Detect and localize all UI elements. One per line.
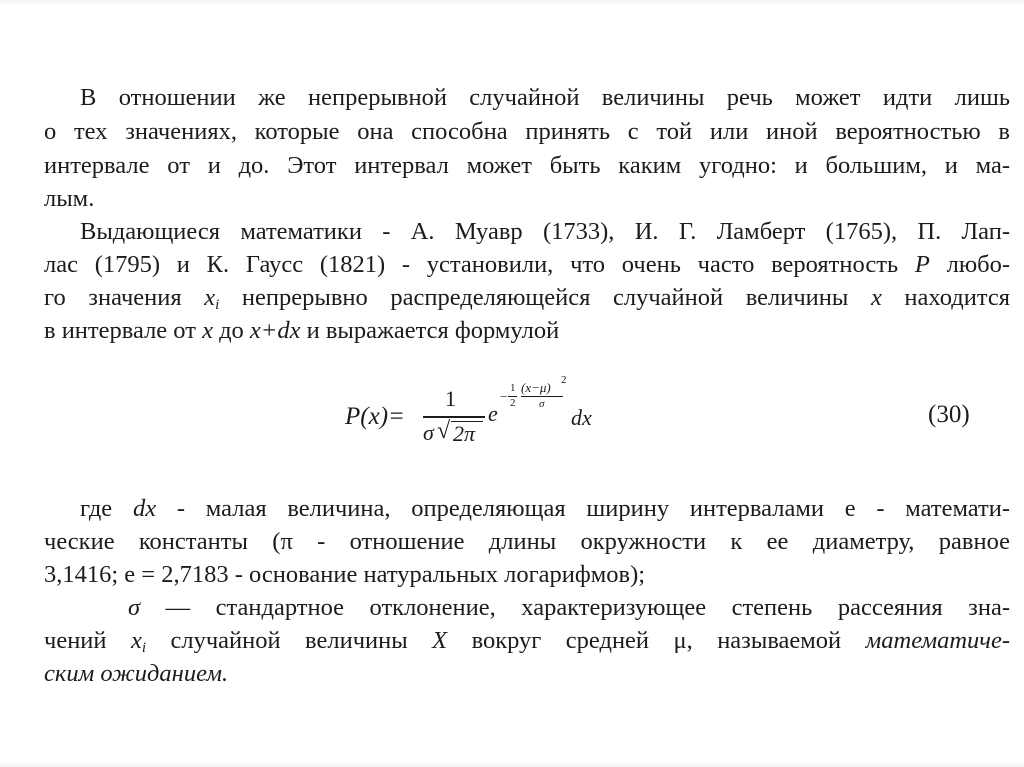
equation-number: (30)	[928, 401, 970, 428]
formula-exp-power: 2	[561, 374, 567, 386]
paragraph-2-line-3	[44, 283, 1010, 313]
formula-exp-num1: 1	[510, 382, 516, 394]
text-run: непрерывно распределяющейся случайной величины	[241, 284, 849, 311]
text-run: лас (1795) и К. Гаусс (1821) - установили, что очень часто вероятность	[44, 251, 899, 278]
formula-dx: dx	[571, 405, 592, 430]
text-run: и выражается формулой	[306, 317, 560, 344]
text-run: до	[219, 317, 244, 344]
formula-exp-bar-2	[521, 396, 563, 397]
formula-sigma: σ	[423, 420, 434, 445]
formula-numerator: 1	[445, 386, 456, 411]
paragraph-3-line-2: ческие константы (π - отношение длины окружности к ее диаметру, равное	[44, 528, 1010, 555]
text-run: вокруг средней μ, называемой	[471, 627, 842, 654]
symbol-sigma: σ	[128, 594, 141, 621]
paragraph-1-line-3: интервале от и до. Этот интервал может быть каким угодно: и большим, и ма-	[44, 152, 1010, 179]
paragraph-1-line-2: о тех значениях, которые она способна принять с той или иной вероятностью в	[44, 118, 1010, 145]
paragraph-3-line-3: 3,1416; е = 2,7183 - основание натуральных логарифмов);	[44, 561, 646, 588]
symbol-dx: dx	[132, 495, 157, 522]
paragraph-3-line-1	[80, 494, 1010, 524]
subscript-i: i	[141, 640, 147, 656]
paragraph-2-line-4	[44, 316, 559, 346]
paragraph-2-line-1: Выдающиеся математики - А. Муавр (1733), И. Г. Ламберт (1765), П. Лап-	[80, 218, 1010, 245]
formula-exp-den2: σ	[539, 398, 545, 410]
symbol-x: x	[204, 284, 216, 311]
text-run: находится	[904, 284, 1010, 311]
term-expected-value: математиче-	[865, 627, 1011, 654]
text-run: случайной величины	[170, 627, 408, 654]
paragraph-1-line-4: лым.	[44, 185, 95, 212]
formula-radicand: 2π	[453, 421, 476, 446]
symbol-xi	[131, 627, 146, 654]
symbol-x: x	[130, 627, 142, 654]
gauss-formula	[345, 374, 645, 463]
text-run: — стандартное отклонение, характеризующее степень рассеяния зна-	[165, 594, 1011, 621]
symbol-x: x	[870, 284, 882, 311]
paragraph-4-line-3: ским ожиданием.	[44, 660, 229, 687]
symbol-x: x	[202, 317, 213, 344]
text-run: го значения	[44, 284, 182, 311]
text-run: в интервале от	[44, 317, 196, 344]
subscript-i: i	[215, 297, 220, 313]
text-run: чений	[44, 627, 107, 654]
paragraph-1-line-1: В отношении же непрерывной случайной величины речь может идти лишь	[80, 84, 1010, 111]
formula-fraction-bar	[423, 416, 485, 418]
symbol-xi	[204, 284, 219, 311]
paragraph-4-line-1	[128, 593, 1010, 623]
text-run: - малая величина, определяющая ширину интервалами е - математи-	[176, 495, 1011, 522]
paragraph-4-line-2	[44, 626, 1010, 656]
paragraph-2-line-2	[44, 250, 1010, 280]
text-run: любо-	[946, 251, 1011, 278]
symbol-probability: P	[914, 251, 930, 278]
symbol-x-plus-dx: x+dx	[249, 317, 301, 344]
formula-exp-num2: (x−μ)	[521, 380, 551, 395]
formula-exp-minus: −	[500, 389, 508, 404]
formula-exp-den1: 2	[510, 397, 516, 409]
text-run: где	[80, 495, 113, 522]
formula-lhs: P(x)=	[345, 403, 405, 430]
formula-e: e	[488, 401, 498, 426]
symbol-capital-x: X	[432, 627, 448, 654]
formula-sqrt-sign: √	[437, 418, 451, 444]
